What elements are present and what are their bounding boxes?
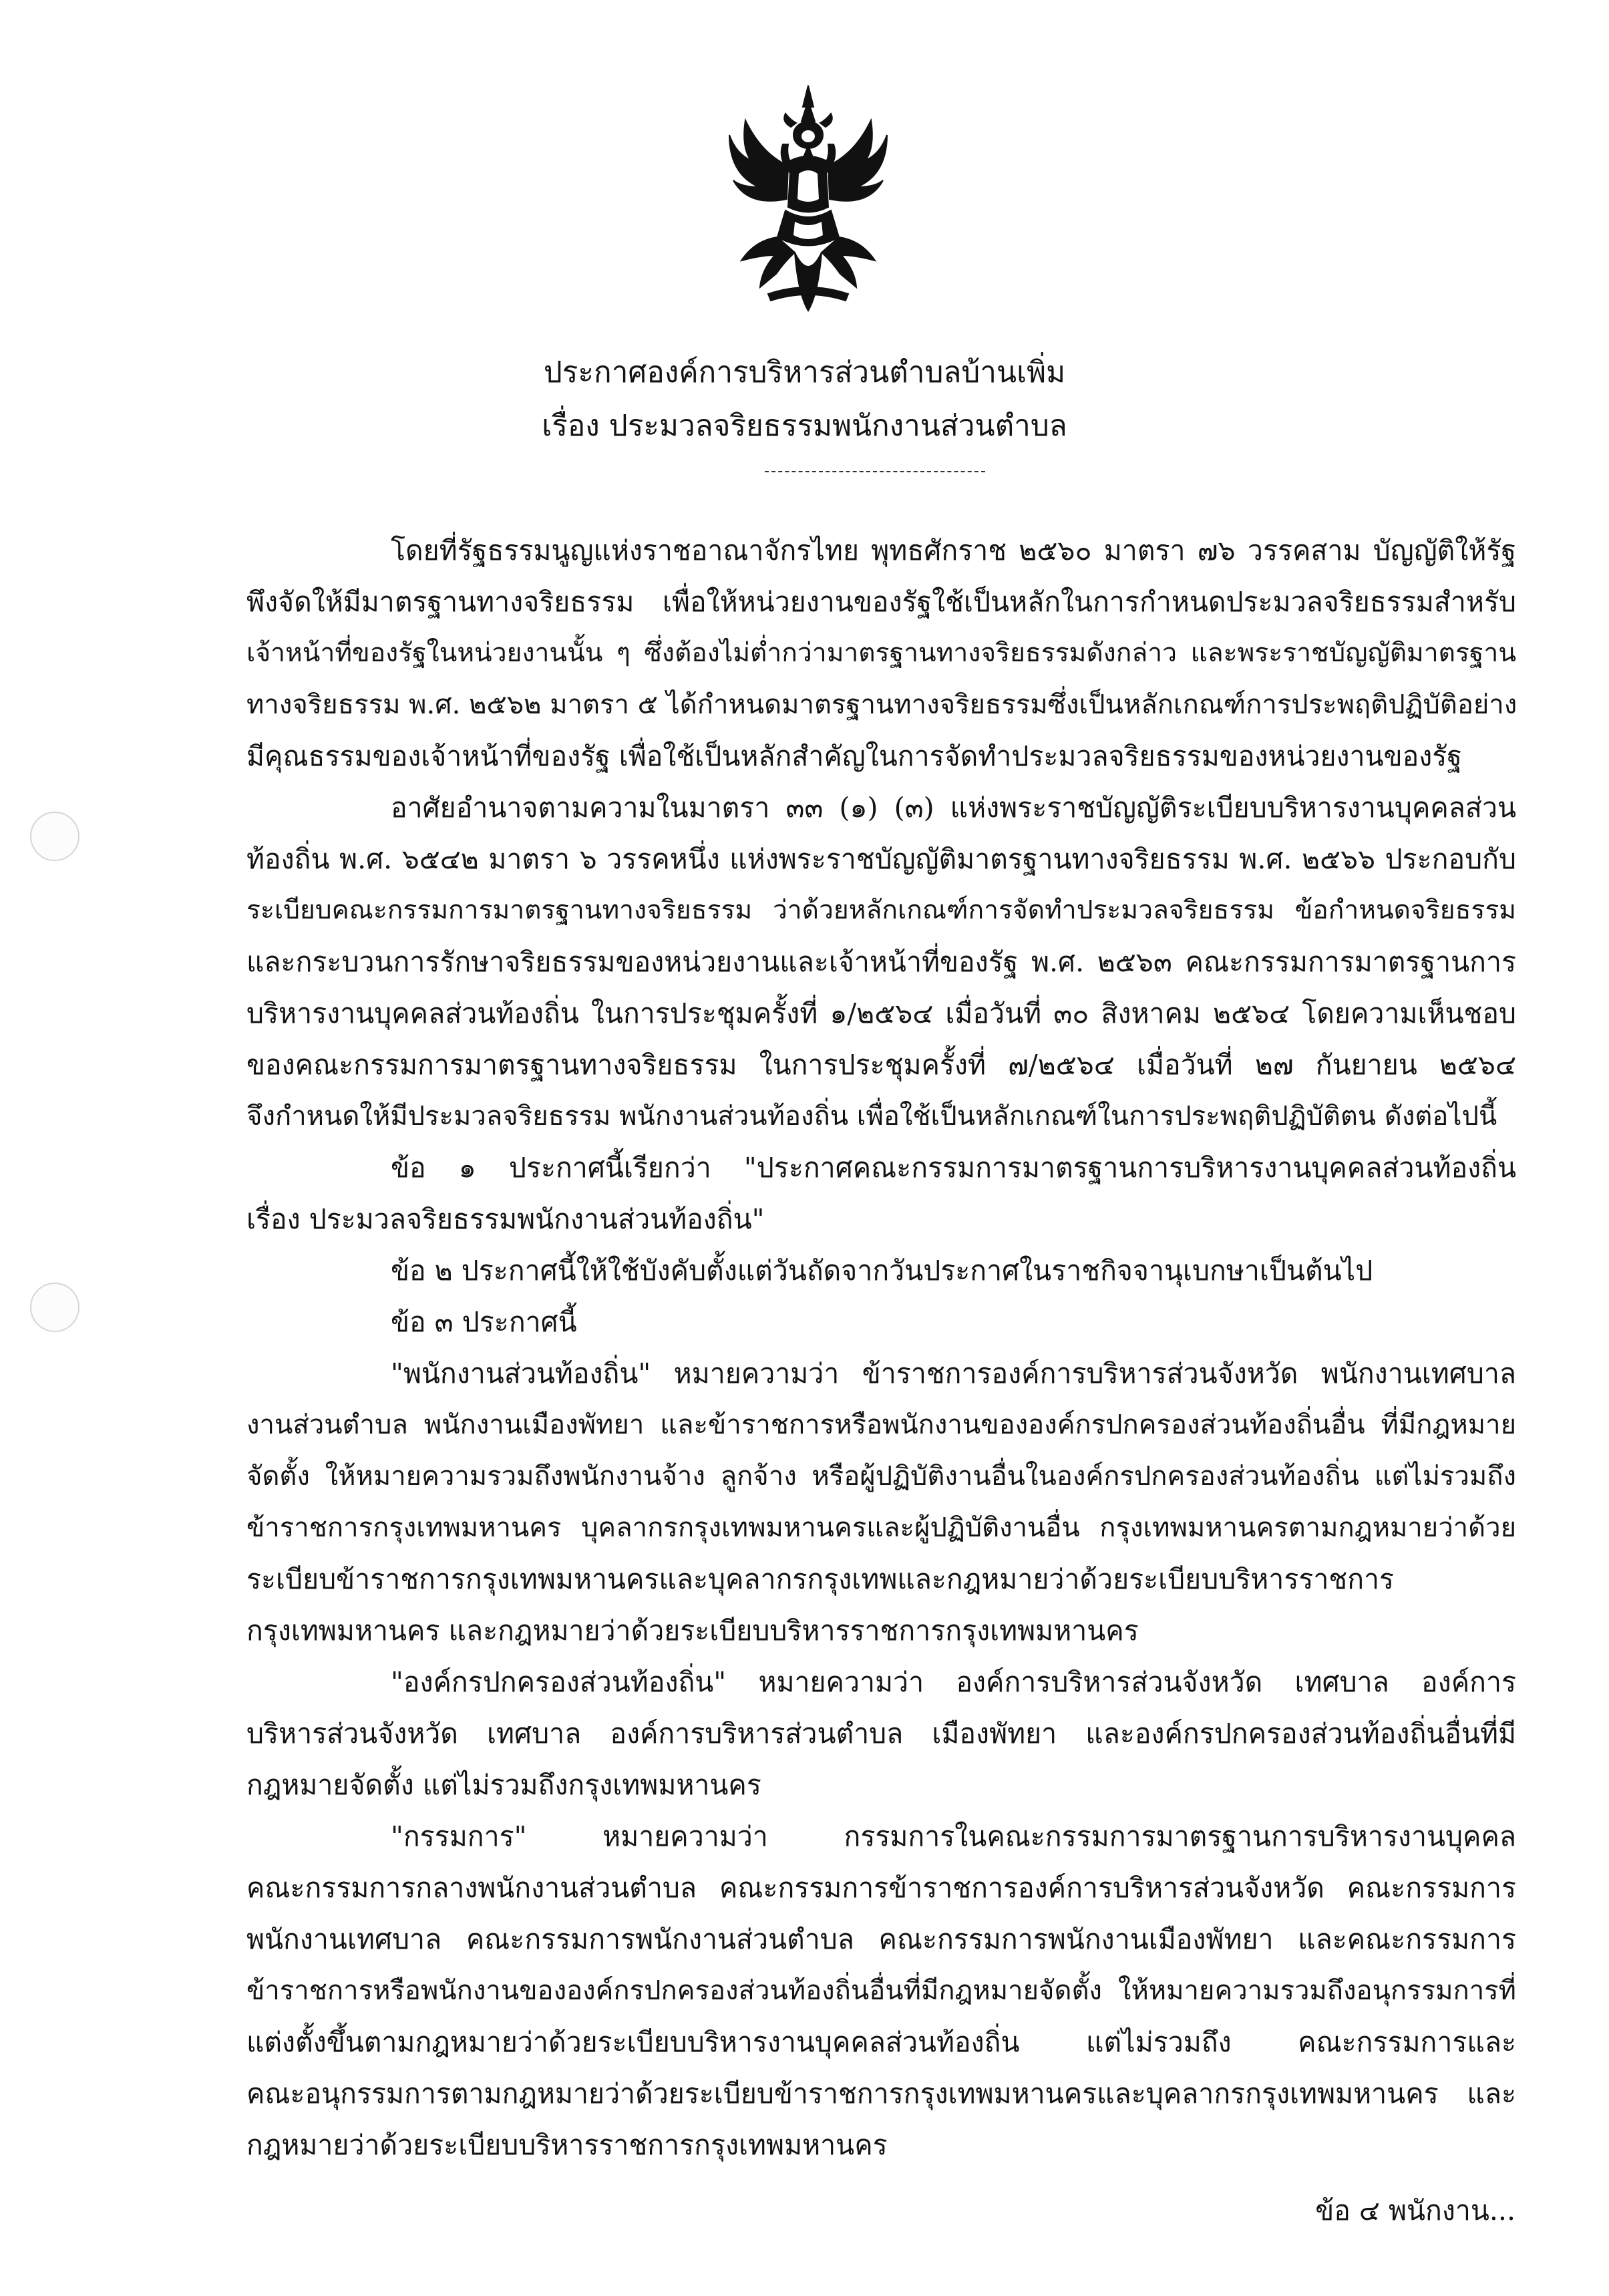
body-line: จึงกำหนดให้มีประมวลจริยธรรม พนักงานส่วนท้องถิ่น เพื่อใช้เป็นหลักเกณฑ์ในการประพฤติปฏิบัติตน ดังต่อไปนี้ (246, 1101, 1497, 1132)
body-line: ท้องถิ่น พ.ศ. ๖๕๔๒ มาตรา ๖ วรรคหนึ่ง แห่งพระราชบัญญัติมาตรฐานทางจริยธรรม พ.ศ. ๒๕๖๖ ประกอบกับ (246, 843, 1516, 875)
body-line: ข้าราชการกรุงเทพมหานคร บุคลากรกรุงเทพมหานครและผู้ปฏิบัติงานอื่น กรุงเทพมหานครตามกฎหมายว่าด้วย (246, 1512, 1516, 1543)
body-line: คณะอนุกรรมการตามกฎหมายว่าด้วยระเบียบข้าราชการกรุงเทพมหานครและบุคลากรกรุงเทพมหานคร และ (246, 2078, 1516, 2110)
body-line: และกระบวนการรักษาจริยธรรมของหน่วยงานและเจ้าหน้าที่ของรัฐ พ.ศ. ๒๕๖๓ คณะกรรมการมาตรฐานการ (246, 946, 1516, 978)
body-line: เรื่อง ประมวลจริยธรรมพนักงานส่วนท้องถิ่น" (246, 1203, 765, 1235)
body-line: แต่งตั้งขึ้นตามกฎหมายว่าด้วยระเบียบบริหารงานบุคคลส่วนท้องถิ่น แต่ไม่รวมถึง คณะกรรมการและ (246, 2026, 1516, 2058)
body-line: มีคุณธรรมของเจ้าหน้าที่ของรัฐ เพื่อใช้เป็นหลักสำคัญในการจัดทำประมวลจริยธรรมของหน่วยงานของรัฐ (246, 740, 1462, 772)
continuation-marker: ข้อ ๔ พนักงาน... (1315, 2194, 1515, 2227)
body-line: กรุงเทพมหานคร และกฎหมายว่าด้วยระเบียบบริหารราชการกรุงเทพมหานคร (246, 1615, 1139, 1647)
document-title: ประกาศองค์การบริหารส่วนตำบลบ้านเพิ่ม (543, 355, 1066, 389)
body-line: ข้าราชการหรือพนักงานขององค์กรปกครองส่วนท้องถิ่นอื่นที่มีกฎหมายจัดตั้ง ให้หมายความรวมถึงอนุกรรมการที่ (246, 1975, 1516, 2006)
body-line: คณะกรรมการกลางพนักงานส่วนตำบล คณะกรรมการข้าราชการองค์การบริหารส่วนจังหวัด คณะกรรมการ (246, 1872, 1516, 1904)
body-line: ของคณะกรรมการมาตรฐานทางจริยธรรม ในการประชุมครั้งที่ ๗/๒๕๖๔ เมื่อวันที่ ๒๗ กันยายน ๒๕๖๔ (246, 1049, 1516, 1081)
punch-hole-bottom (30, 1283, 79, 1332)
clause-2: ข้อ ๒ ประกาศนี้ให้ใช้บังคับตั้งแต่วันถัดจากวันประกาศในราชกิจจานุเบกษาเป็นต้นไป (391, 1255, 1373, 1287)
body-line: ระเบียบข้าราชการกรุงเทพมหานครและบุคลากรกรุงเทพและกฎหมายว่าด้วยระเบียบบริหารราชการ (246, 1563, 1395, 1595)
body-line: กฎหมายว่าด้วยระเบียบบริหารราชการกรุงเทพมหานคร (246, 2129, 888, 2161)
definition-local-organization: "องค์กรปกครองส่วนท้องถิ่น" หมายความว่า องค์การบริหารส่วนจังหวัด เทศบาล องค์การ (391, 1666, 1516, 1698)
document-subject: เรื่อง ประมวลจริยธรรมพนักงานส่วนตำบล (542, 409, 1067, 443)
definition-committee: "กรรมการ" หมายความว่า กรรมการในคณะกรรมการมาตรฐานการบริหารงานบุคคล (391, 1820, 1516, 1852)
body-line: บริหารงานบุคคลส่วนท้องถิ่น ในการประชุมครั้งที่ ๑/๒๕๖๔ เมื่อวันที่ ๓๐ สิงหาคม ๒๕๖๔ โดยความเห็นชอบ (246, 997, 1516, 1029)
body-line: ระเบียบคณะกรรมการมาตรฐานทางจริยธรรม ว่าด้วยหลักเกณฑ์การจัดทำประมวลจริยธรรม ข้อกำหนดจริยธรรม (246, 895, 1516, 925)
clause-1: ข้อ ๑ ประกาศนี้เรียกว่า "ประกาศคณะกรรมการมาตรฐานการบริหารงานบุคคลส่วนท้องถิ่น (391, 1152, 1516, 1184)
body-line: จัดตั้ง ให้หมายความรวมถึงพนักงานจ้าง ลูกจ้าง หรือผู้ปฏิบัติงานอื่นในองค์กรปกครองส่วนท้องถิ่น แต่ไม่รวมถึง (246, 1461, 1516, 1492)
body-line: บริหารส่วนจังหวัด เทศบาล องค์การบริหารส่วนตำบล เมืองพัทยา และองค์กรปกครองส่วนท้องถิ่นอื่นที่มี (246, 1717, 1516, 1750)
body-line: กฎหมายจัดตั้ง แต่ไม่รวมถึงกรุงเทพมหานคร (246, 1769, 761, 1801)
clause-3: ข้อ ๓ ประกาศนี้ (391, 1306, 577, 1338)
punch-hole-top (30, 812, 79, 861)
body-line: อาศัยอำนาจตามความในมาตรา ๓๓ (๑) (๓) แห่งพระราชบัญญัติระเบียบบริหารงานบุคคลส่วน (391, 792, 1516, 824)
definition-local-staff: "พนักงานส่วนท้องถิ่น" หมายความว่า ข้าราชการองค์การบริหารส่วนจังหวัด พนักงานเทศบาล (391, 1357, 1516, 1389)
body-line: เจ้าหน้าที่ของรัฐในหน่วยงานนั้น ๆ ซึ่งต้องไม่ต่ำกว่ามาตรฐานทางจริยธรรมดังกล่าว และพระราชบัญญัติมาตรฐาน (246, 638, 1516, 668)
body-line: ทางจริยธรรม พ.ศ. ๒๕๖๒ มาตรา ๕ ได้กำหนดมาตรฐานทางจริยธรรมซึ่งเป็นหลักเกณฑ์การประพฤติปฏิบัติอย่าง (246, 689, 1517, 720)
body-line: พนักงานเทศบาล คณะกรรมการพนักงานส่วนตำบล คณะกรรมการพนักงานเมืองพัทยา และคณะกรรมการ (246, 1923, 1516, 1955)
title-separator (765, 471, 985, 472)
body-line: พึงจัดให้มีมาตรฐานทางจริยธรรม เพื่อให้หน่วยงานของรัฐใช้เป็นหลักในการกำหนดประมวลจริยธรรมสำหรับ (246, 586, 1516, 618)
body-line: โดยที่รัฐธรรมนูญแห่งราชอาณาจักรไทย พุทธศักราช ๒๕๖๐ มาตรา ๗๖ วรรคสาม บัญญัติให้รัฐ (391, 534, 1516, 566)
garuda-emblem-icon (721, 80, 895, 314)
body-line: งานส่วนตำบล พนักงานเมืองพัทยา และข้าราชการหรือพนักงานขององค์กรปกครองส่วนท้องถิ่นอื่น ที่มีกฎหมาย (246, 1410, 1516, 1440)
